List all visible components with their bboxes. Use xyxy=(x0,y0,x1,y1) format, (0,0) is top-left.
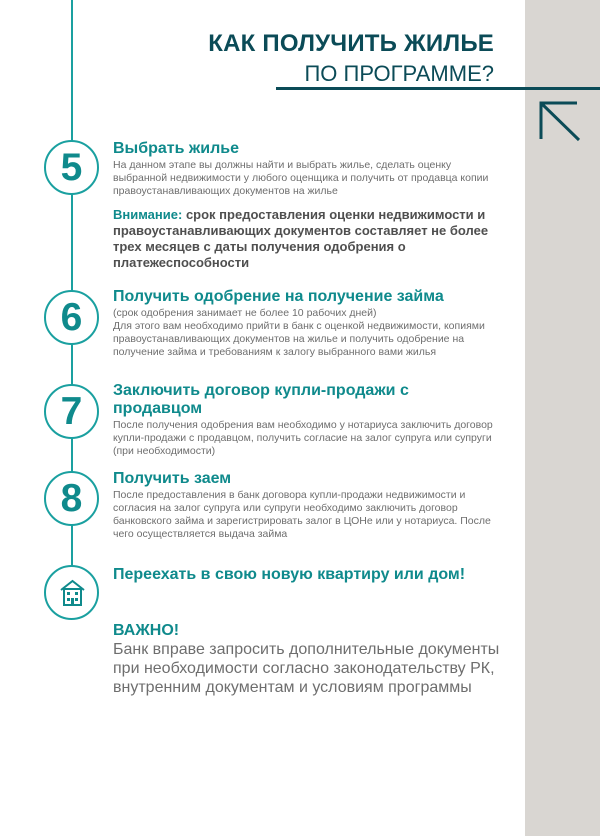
step-6-circle xyxy=(44,290,99,345)
arrow-up-left-icon xyxy=(538,100,582,142)
step-8 xyxy=(113,470,503,541)
step-7 xyxy=(113,382,493,458)
final-step-circle xyxy=(44,565,99,620)
important-title: ВАЖНО! xyxy=(113,622,180,639)
house-icon xyxy=(59,579,86,607)
step-text: (срок одобрения занимает не более 10 рабочих дней) Для этого вам необходимо прийти в банк с оценкой недвижимости, копиями правоустанавливающих документов на жилье и получить одобрение на получение займа и требованиям к залогу выбранного вами жилья xyxy=(113,307,485,358)
step-title: Получить заем xyxy=(113,470,232,487)
step-text: После предоставления в банк договора купли-продажи недвижимости и согласия на залог супруга или супруги необходимо заключить договор банковского займа и зарегистрировать залог в ЦОНе или у нотариуса. После чего осуществляется выдача займа xyxy=(113,489,491,540)
step-title: Выбрать жилье xyxy=(113,140,239,157)
step-number: 5 xyxy=(60,146,83,189)
attention-label: Внимание: xyxy=(113,207,183,222)
page-title: КАК ПОЛУЧИТЬ ЖИЛЬЕ xyxy=(208,30,494,57)
page-subtitle: ПО ПРОГРАММЕ? xyxy=(304,61,494,86)
attention-text: срок предоставления оценки недвижимости и правоустанавливающих документов составляет не более трех месяцев с даты получения одобрения о платежеспособности xyxy=(113,207,489,270)
step-5 xyxy=(113,140,503,198)
step-text: После получения одобрения вам необходимо у нотариуса заключить договор купли-продажи с продавцом, получить согласие на залог супруга или супруги (при необходимости) xyxy=(113,419,493,457)
step-text: На данном этапе вы должны найти и выбрать жилье, сделать оценку выбранной недвижимости у любого оценщика и получить от продавца копии правоустанавливающих документов на жилье xyxy=(113,159,489,197)
step-number: 8 xyxy=(60,477,83,520)
step-title: Получить одобрение на получение займа xyxy=(113,288,444,305)
step-title: Переехать в свою новую квартиру или дом! xyxy=(113,566,466,583)
step-7-circle xyxy=(44,384,99,439)
title-underline xyxy=(276,87,600,90)
step-5-circle xyxy=(44,140,99,195)
step-number: 6 xyxy=(60,296,83,339)
step-6 xyxy=(113,288,503,359)
step-8-circle xyxy=(44,471,99,526)
attention-note xyxy=(113,207,508,271)
final-step xyxy=(113,566,503,584)
important-text: Банк вправе запросить дополнительные документы при необходимости согласно законодательству РК, внутренним документам и условиям программы xyxy=(113,641,500,696)
step-title: Заключить договор купли-продажи с продавцом xyxy=(113,382,409,417)
step-number: 7 xyxy=(60,390,83,433)
